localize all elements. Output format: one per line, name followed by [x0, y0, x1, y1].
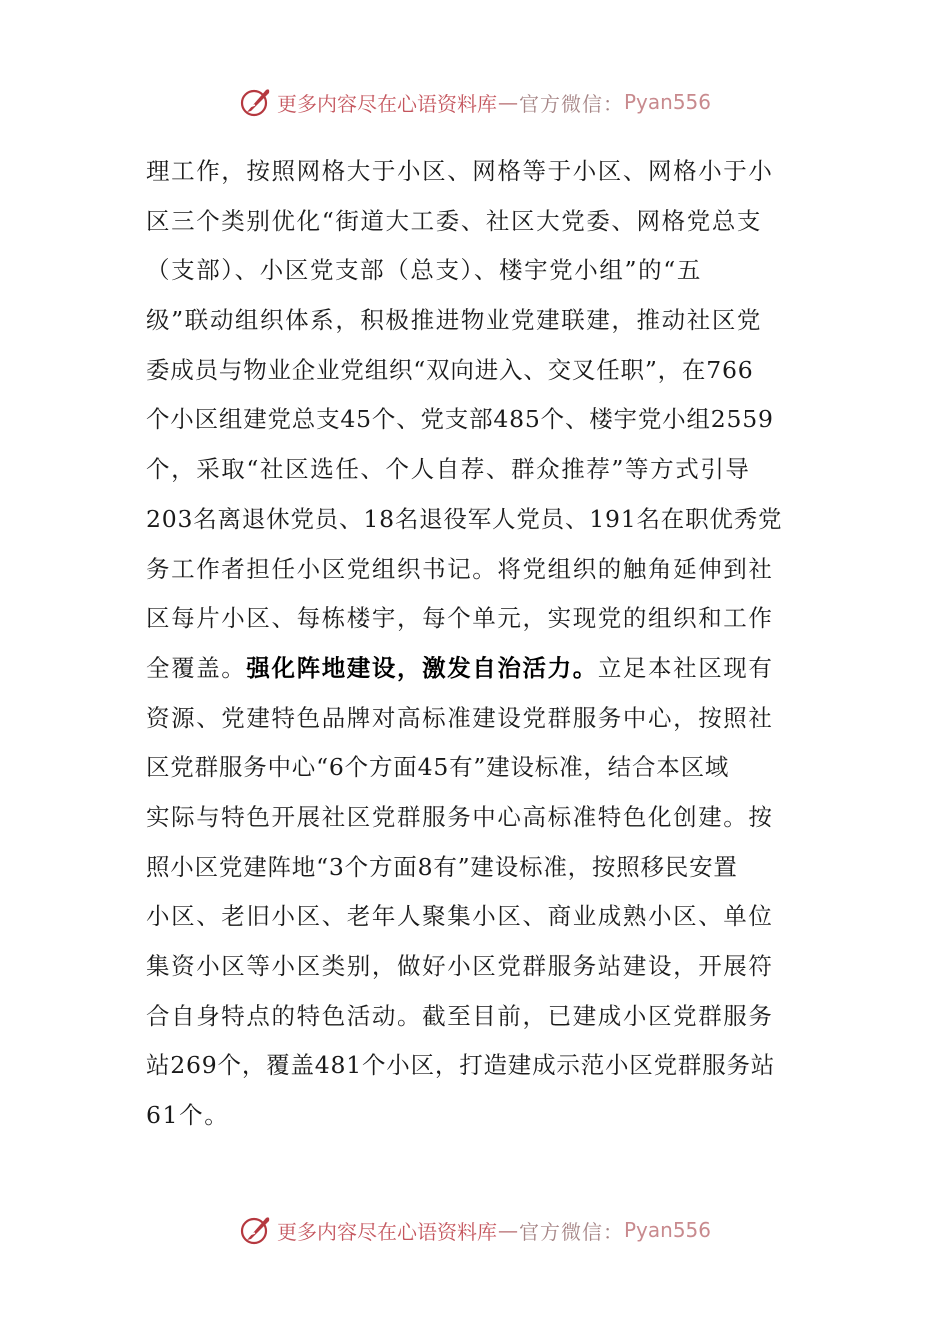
paragraph-line: （支部）、小区党支部（总支）、楼宇党小组”的“五: [146, 256, 702, 285]
paragraph-line: 个，采取“社区选任、个人自荐、群众推荐”等方式引导: [146, 455, 751, 484]
quill-logo-icon: [239, 1213, 273, 1247]
paragraph-line: 个小区组建党总支45个、党支部485个、楼宇党小组2559: [146, 405, 774, 434]
paragraph-line: 委成员与物业企业党组织“双向进入、交叉任职”，在766: [146, 355, 754, 384]
paragraph-line: 务工作者担任小区党组织书记。将党组织的触角延伸到社: [146, 554, 774, 583]
banner-dash: —: [497, 90, 518, 114]
bold-heading-run: 强化阵地建设，激发自治活力。: [246, 653, 598, 682]
paragraph-line: 区三个类别优化“街道大工委、社区大党委、网格党总支: [146, 206, 763, 235]
banner-wechat-id: Pyan556: [623, 90, 711, 114]
paragraph-line: 203名离退休党员、18名退役军人党员、191名在职优秀党: [146, 504, 783, 533]
text-run: 立足本社区现有: [597, 653, 774, 682]
paragraph-line: 区党群服务中心“6个方面45有”建设标准，结合本区域: [146, 753, 730, 782]
paragraph-line: 61个。: [146, 1101, 230, 1130]
paragraph-line: 合自身特点的特色活动。截至目前，已建成小区党群服务: [146, 1001, 774, 1030]
banner-wechat-label: 官方微信：: [518, 91, 624, 116]
banner-main-text: 更多内容尽在心语资料库: [276, 91, 497, 116]
paragraph-line-mixed: [146, 644, 806, 694]
banner-dash: —: [497, 1218, 518, 1242]
text-run: 全覆盖。: [146, 653, 247, 682]
banner-wechat-label: 官方微信：: [518, 1219, 624, 1244]
banner-wechat-id: Pyan556: [623, 1218, 711, 1242]
quill-logo-icon: [239, 85, 273, 119]
paragraph-line: 集资小区等小区类别，做好小区党群服务站建设，开展符: [146, 952, 774, 980]
paragraph-line: 资源、党建特色品牌对高标准建设党群服务中心，按照社: [146, 703, 774, 732]
paragraph-line: 站269个，覆盖481个小区，打造建成示范小区党群服务站: [146, 1051, 776, 1080]
document-body: [146, 147, 806, 1141]
banner-main-text: 更多内容尽在心语资料库: [276, 1219, 497, 1244]
paragraph-line: 实际与特色开展社区党群服务中心高标准特色化创建。按: [146, 802, 774, 831]
paragraph-line: 照小区党建阵地“3个方面8有”建设标准，按照移民安置: [146, 852, 738, 881]
paragraph-line: 理工作，按照网格大于小区、网格等于小区、网格小于小: [146, 157, 774, 185]
paragraph-line: 小区、老旧小区、老年人聚集小区、商业成熟小区、单位: [146, 902, 774, 931]
footer-banner: [0, 1210, 950, 1250]
paragraph-line: 区每片小区、每栋楼宇，每个单元，实现党的组织和工作: [146, 604, 774, 633]
paragraph-line: 级”联动组织体系，积极推进物业党建联建，推动社区党: [146, 306, 763, 335]
header-banner: [0, 82, 950, 122]
